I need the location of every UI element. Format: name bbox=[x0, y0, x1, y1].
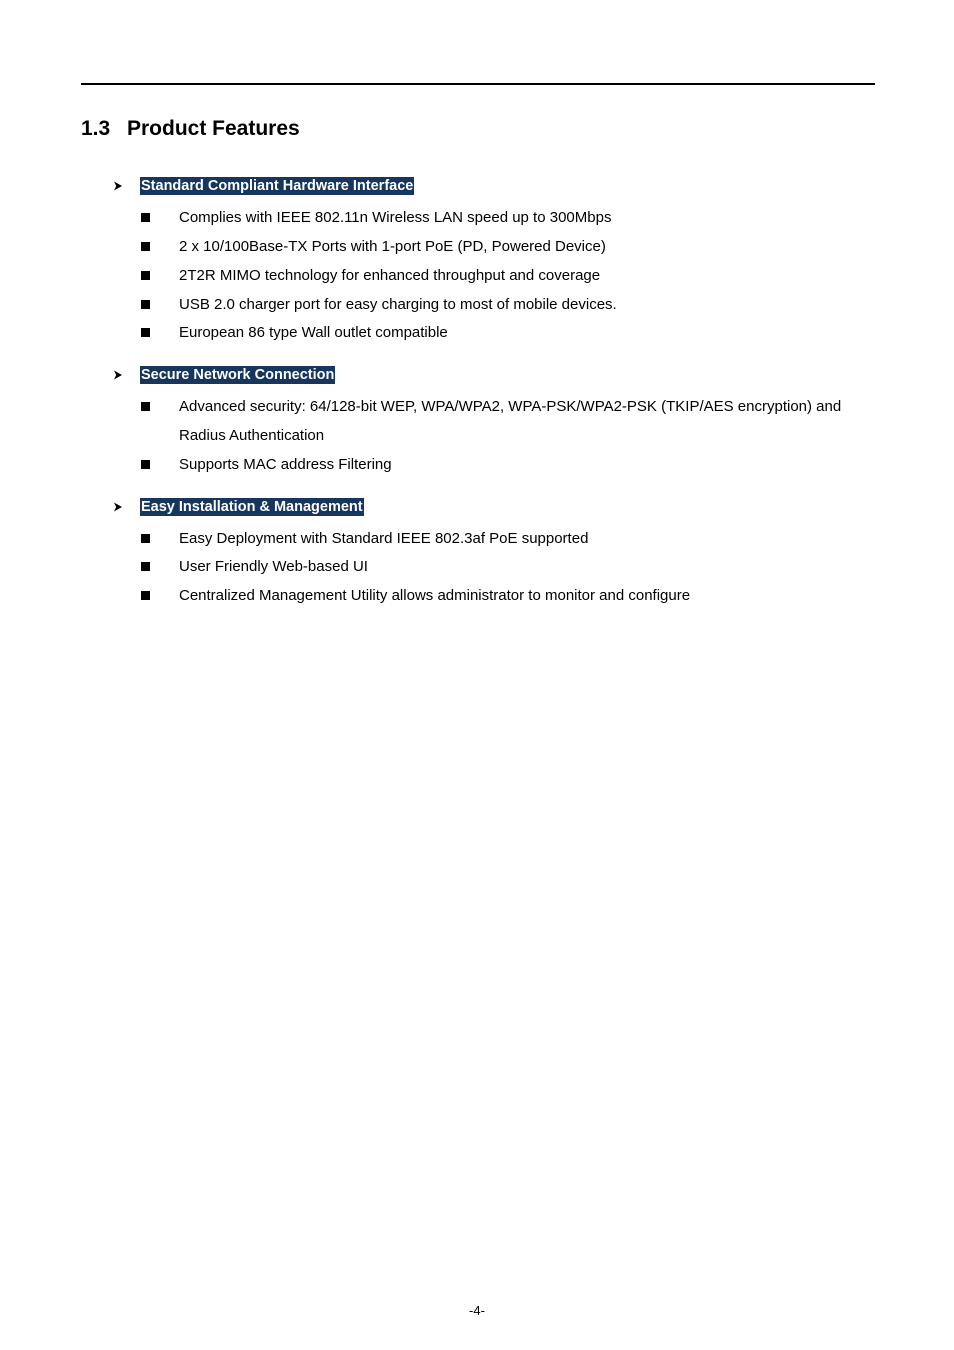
square-bullet-icon bbox=[141, 534, 150, 543]
header-rule bbox=[81, 83, 875, 85]
arrowhead-icon bbox=[113, 502, 123, 512]
square-bullet-icon bbox=[141, 213, 150, 222]
list-item-text: Advanced security: 64/128-bit WEP, WPA/WPA2, WPA-PSK/WPA2-PSK (TKIP/AES encryption) and Radius Authentication bbox=[179, 398, 842, 444]
square-bullet-icon bbox=[141, 460, 150, 469]
list-item-text: Centralized Management Utility allows administrator to monitor and configure bbox=[179, 587, 691, 604]
section-number: 1.3 bbox=[81, 117, 111, 140]
square-bullet-icon bbox=[141, 591, 150, 600]
page-number: -4- bbox=[469, 1303, 485, 1318]
square-bullet-icon bbox=[141, 328, 150, 337]
section-title bbox=[81, 115, 300, 143]
list-item-text: Easy Deployment with Standard IEEE 802.3af PoE supported bbox=[179, 530, 589, 547]
list-item-text: Supports MAC address Filtering bbox=[179, 456, 392, 473]
list-item-text: USB 2.0 charger port for easy charging to most of mobile devices. bbox=[179, 296, 617, 313]
list-item-text: 2 x 10/100Base-TX Ports with 1-port PoE (PD, Powered Device) bbox=[179, 238, 606, 255]
arrowhead-icon bbox=[113, 181, 123, 191]
group-heading-label: Standard Compliant Hardware Interface bbox=[141, 178, 414, 194]
square-bullet-icon bbox=[141, 402, 150, 411]
square-bullet-icon bbox=[141, 271, 150, 280]
arrowhead-icon bbox=[113, 370, 123, 380]
list-item-text: 2T2R MIMO technology for enhanced throughput and coverage bbox=[179, 267, 601, 284]
square-bullet-icon bbox=[141, 300, 150, 309]
square-bullet-icon bbox=[141, 242, 150, 251]
list-item-text: User Friendly Web-based UI bbox=[179, 558, 368, 575]
group-heading-label: Easy Installation & Management bbox=[141, 499, 363, 515]
group-heading-label: Secure Network Connection bbox=[141, 367, 335, 383]
square-bullet-icon bbox=[141, 562, 150, 571]
list-item-text: Complies with IEEE 802.11n Wireless LAN speed up to 300Mbps bbox=[179, 209, 612, 226]
list-item-text: European 86 type Wall outlet compatible bbox=[179, 324, 448, 341]
section-title-text: Product Features bbox=[127, 117, 300, 140]
